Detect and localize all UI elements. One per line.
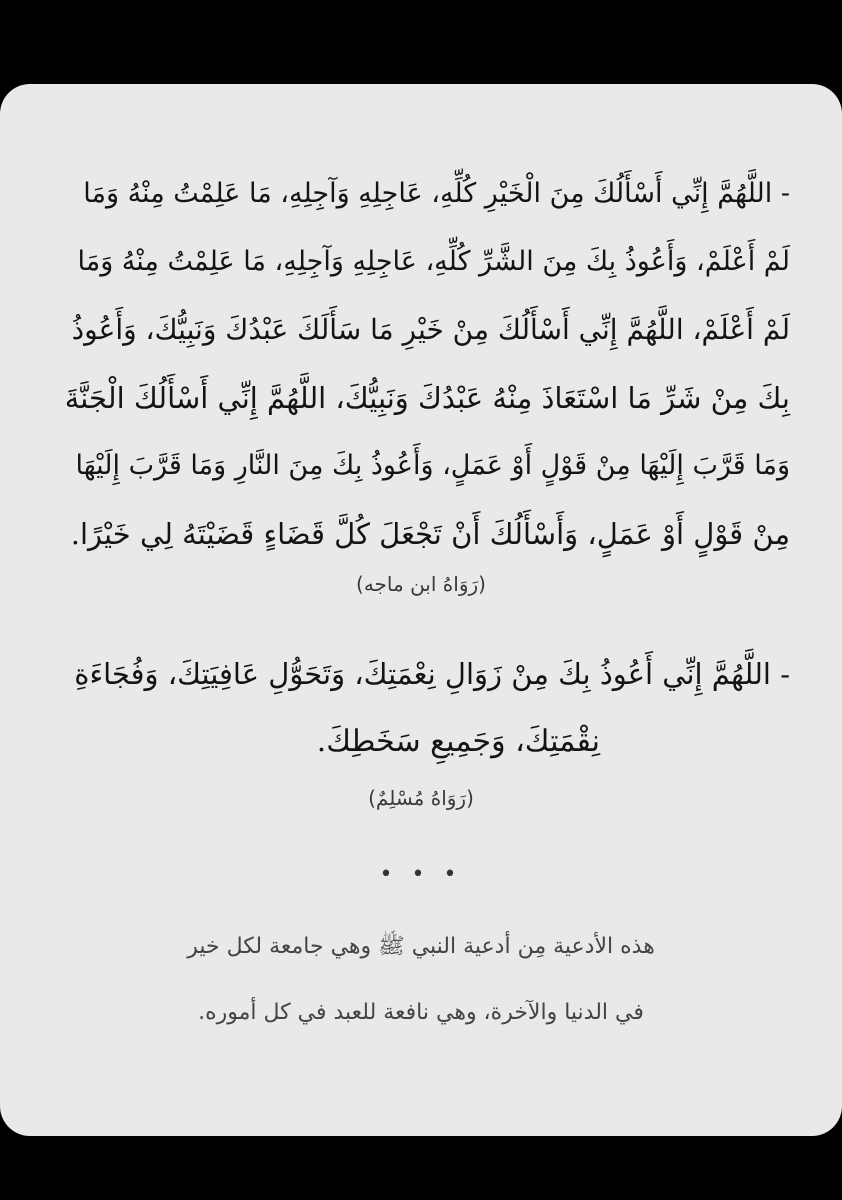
dua-1-line: مِنْ قَوْلٍ أَوْ عَمَلٍ، وَأَسْأَلُكَ أَنْ تَجْعَلَ كُلَّ قَضَاءٍ قَضَيْتَهُ لِي خَيْرًا. <box>70 517 790 551</box>
dua-1-text <box>60 160 790 568</box>
dua-1-line: لَمْ أَعْلَمْ، وَأَعُوذُ بِكَ مِنَ الشَّرِّ كُلِّهِ، عَاجِلِهِ وَآجِلِهِ، مَا عَلِمْتُ مِنْهُ وَمَا <box>77 246 790 277</box>
dua-1-line: وَمَا قَرَّبَ إِلَيْهَا مِنْ قَوْلٍ أَوْ عَمَلٍ، وَأَعُوذُ بِكَ مِنَ النَّارِ وَمَا قَرَّبَ إِلَيْهَا <box>75 450 790 481</box>
dua-1-source: (رَوَاهُ ابن ماجه) <box>356 572 486 596</box>
dua-1-line: بِكَ مِنْ شَرِّ مَا اسْتَعَاذَ مِنْهُ عَبْدُكَ وَنَبِيُّكَ، اللَّهُمَّ إِنِّي أَسْأَلُكَ الْجَنَّةَ <box>64 381 790 415</box>
separator-dots: • • • <box>379 862 463 887</box>
dua-1-line: - اللَّهُمَّ إِنِّي أَسْأَلُكَ مِنَ الْخَيْرِ كُلِّهِ، عَاجِلِهِ وَآجِلِهِ، مَا عَلِمْتُ مِنْهُ وَمَا <box>83 178 790 209</box>
footer-line-1: هذه الأدعية مِن أدعية النبي ﷺ وهي جامعة لكل خير <box>187 934 655 959</box>
dua-2-text <box>60 640 790 776</box>
dua-2-source: (رَوَاهُ مُسْلِمٌ) <box>368 786 474 810</box>
footer-line-2: في الدنيا والآخرة، وهي نافعة للعبد في كل أموره. <box>198 1000 644 1025</box>
dua-2-line: - اللَّهُمَّ إِنِّي أَعُوذُ بِكَ مِنْ زَوَالِ نِعْمَتِكَ، وَتَحَوُّلِ عَافِيَتِكَ، وَفُجَاءَةِ <box>74 657 790 691</box>
dua-1-line: لَمْ أَعْلَمْ، اللَّهُمَّ إِنِّي أَسْأَلُكَ مِنْ خَيْرِ مَا سَأَلَكَ عَبْدُكَ وَنَبِيُّكَ، وَأَعُوذُ <box>71 313 790 346</box>
dua-2-line: نِقْمَتِكَ، وَجَمِيعِ سَخَطِكَ. <box>316 724 600 759</box>
